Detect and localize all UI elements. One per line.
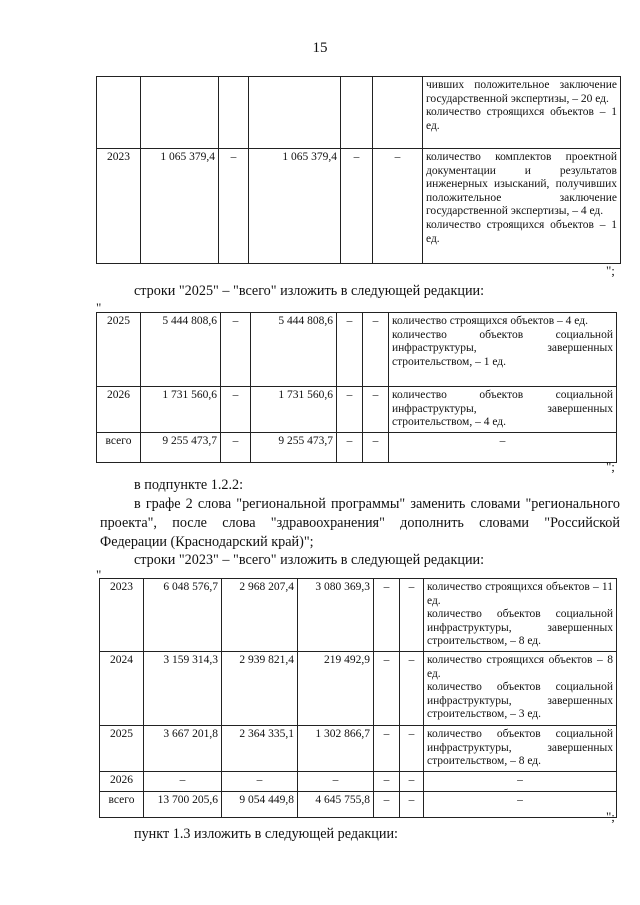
cell-local: – bbox=[337, 387, 363, 433]
cell-regional: 4 645 755,8 bbox=[298, 791, 374, 817]
table-row bbox=[100, 579, 617, 652]
paragraph: в графе 2 слова "региональной программы" заменить словами "регионального проекта", после слова "здравоохранения" дополнить словами "Российской Федерации (Краснодарский край)"; bbox=[100, 496, 620, 550]
table-row bbox=[97, 432, 617, 462]
cell-year: 2025 bbox=[100, 725, 144, 771]
cell-total: 6 048 576,7 bbox=[144, 579, 222, 652]
cell-regional: 1 731 560,6 bbox=[251, 387, 337, 433]
cell-regional: 219 492,9 bbox=[298, 651, 374, 725]
cell-description: количество строящихся объектов – 4 ед. количество объектов социальной инфраструктуры, завершенных строительством, – 1 ед. bbox=[389, 313, 617, 387]
cell-other: – bbox=[400, 725, 424, 771]
cell-federal: – bbox=[222, 771, 298, 791]
cell-federal: 2 364 335,1 bbox=[222, 725, 298, 771]
cell-regional: – bbox=[298, 771, 374, 791]
table-row bbox=[97, 313, 617, 387]
cell-local bbox=[341, 77, 373, 149]
table-row bbox=[100, 651, 617, 725]
cell-other: – bbox=[363, 313, 389, 387]
cell-other: – bbox=[363, 387, 389, 433]
cell-description: количество строящихся объектов – 8 ед. количество объектов социальной инфраструктуры, завершенных строительством, – 3 ед. bbox=[424, 651, 617, 725]
cell-description: – bbox=[424, 771, 617, 791]
cell-year: 2025 bbox=[97, 313, 141, 387]
cell-description: количество строящихся объектов – 11 ед. количество объектов социальной инфраструктуры, завершенных строительством, – 8 ед. bbox=[424, 579, 617, 652]
cell-federal: – bbox=[221, 432, 251, 462]
cell-total: 3 667 201,8 bbox=[144, 725, 222, 771]
table-row bbox=[97, 387, 617, 433]
open-quote: " bbox=[96, 300, 102, 315]
cell-local: – bbox=[374, 651, 400, 725]
cell-regional: 5 444 808,6 bbox=[251, 313, 337, 387]
cell-local: – bbox=[374, 579, 400, 652]
cell-year: всего bbox=[97, 432, 141, 462]
page-number: 15 bbox=[312, 40, 328, 56]
cell-other: – bbox=[400, 771, 424, 791]
cell-regional: 3 080 369,3 bbox=[298, 579, 374, 652]
cell-description: – bbox=[424, 791, 617, 817]
cell-year: 2023 bbox=[97, 149, 141, 264]
cell-total: 1 065 379,4 bbox=[141, 149, 219, 264]
cell-year: 2023 bbox=[100, 579, 144, 652]
cell-year: 2026 bbox=[97, 387, 141, 433]
cell-other: – bbox=[373, 149, 423, 264]
cell-other bbox=[373, 77, 423, 149]
table-row bbox=[97, 149, 621, 264]
cell-local: – bbox=[374, 725, 400, 771]
table-1 bbox=[96, 76, 621, 264]
cell-total bbox=[141, 77, 219, 149]
table-row bbox=[100, 771, 617, 791]
paragraph: пункт 1.3 изложить в следующей редакции: bbox=[134, 826, 398, 842]
close-quote: "; bbox=[606, 459, 615, 474]
paragraph: строки "2025" – "всего" изложить в следующей редакции: bbox=[134, 283, 485, 299]
paragraph: в подпункте 1.2.2: bbox=[134, 477, 244, 493]
cell-federal: – bbox=[221, 313, 251, 387]
cell-other: – bbox=[400, 579, 424, 652]
cell-total: 13 700 205,6 bbox=[144, 791, 222, 817]
cell-description: количество объектов социальной инфраструктуры, завершенных строительством, – 8 ед. bbox=[424, 725, 617, 771]
cell-total: 3 159 314,3 bbox=[144, 651, 222, 725]
cell-year: 2024 bbox=[100, 651, 144, 725]
table-2 bbox=[96, 312, 617, 463]
paragraph: строки "2023" – "всего" изложить в следующей редакции: bbox=[134, 552, 485, 568]
cell-year: 2026 bbox=[100, 771, 144, 791]
cell-federal: 2 939 821,4 bbox=[222, 651, 298, 725]
cell-regional bbox=[249, 77, 341, 149]
cell-total: – bbox=[144, 771, 222, 791]
cell-total: 1 731 560,6 bbox=[141, 387, 221, 433]
table-3 bbox=[99, 578, 617, 818]
cell-local: – bbox=[374, 791, 400, 817]
cell-total: 5 444 808,6 bbox=[141, 313, 221, 387]
cell-federal: 2 968 207,4 bbox=[222, 579, 298, 652]
cell-local: – bbox=[341, 149, 373, 264]
cell-federal: – bbox=[221, 387, 251, 433]
table-row bbox=[100, 791, 617, 817]
open-quote: " bbox=[96, 567, 102, 582]
close-quote: "; bbox=[606, 263, 615, 278]
cell-description: – bbox=[389, 432, 617, 462]
cell-description: чивших положительное заключение государственной экспертизы, – 20 ед. количество строящихся объектов – 1 ед. bbox=[423, 77, 621, 149]
cell-regional: 9 255 473,7 bbox=[251, 432, 337, 462]
cell-federal: 9 054 449,8 bbox=[222, 791, 298, 817]
cell-total: 9 255 473,7 bbox=[141, 432, 221, 462]
cell-year: всего bbox=[100, 791, 144, 817]
cell-other: – bbox=[400, 791, 424, 817]
cell-description: количество объектов социальной инфраструктуры, завершенных строительством, – 4 ед. bbox=[389, 387, 617, 433]
close-quote: "; bbox=[606, 809, 615, 824]
cell-regional: 1 065 379,4 bbox=[249, 149, 341, 264]
cell-other: – bbox=[363, 432, 389, 462]
cell-federal bbox=[219, 77, 249, 149]
cell-local: – bbox=[374, 771, 400, 791]
cell-local: – bbox=[337, 313, 363, 387]
cell-description: количество комплектов проектной документации и результатов инженерных изысканий, получивших положительное заключение государственной экспертизы, – 4 ед. количество строящихся объектов – 1 ед. bbox=[423, 149, 621, 264]
cell-local: – bbox=[337, 432, 363, 462]
cell-federal: – bbox=[219, 149, 249, 264]
cell-regional: 1 302 866,7 bbox=[298, 725, 374, 771]
cell-year bbox=[97, 77, 141, 149]
table-row bbox=[100, 725, 617, 771]
table-row bbox=[97, 77, 621, 149]
cell-other: – bbox=[400, 651, 424, 725]
